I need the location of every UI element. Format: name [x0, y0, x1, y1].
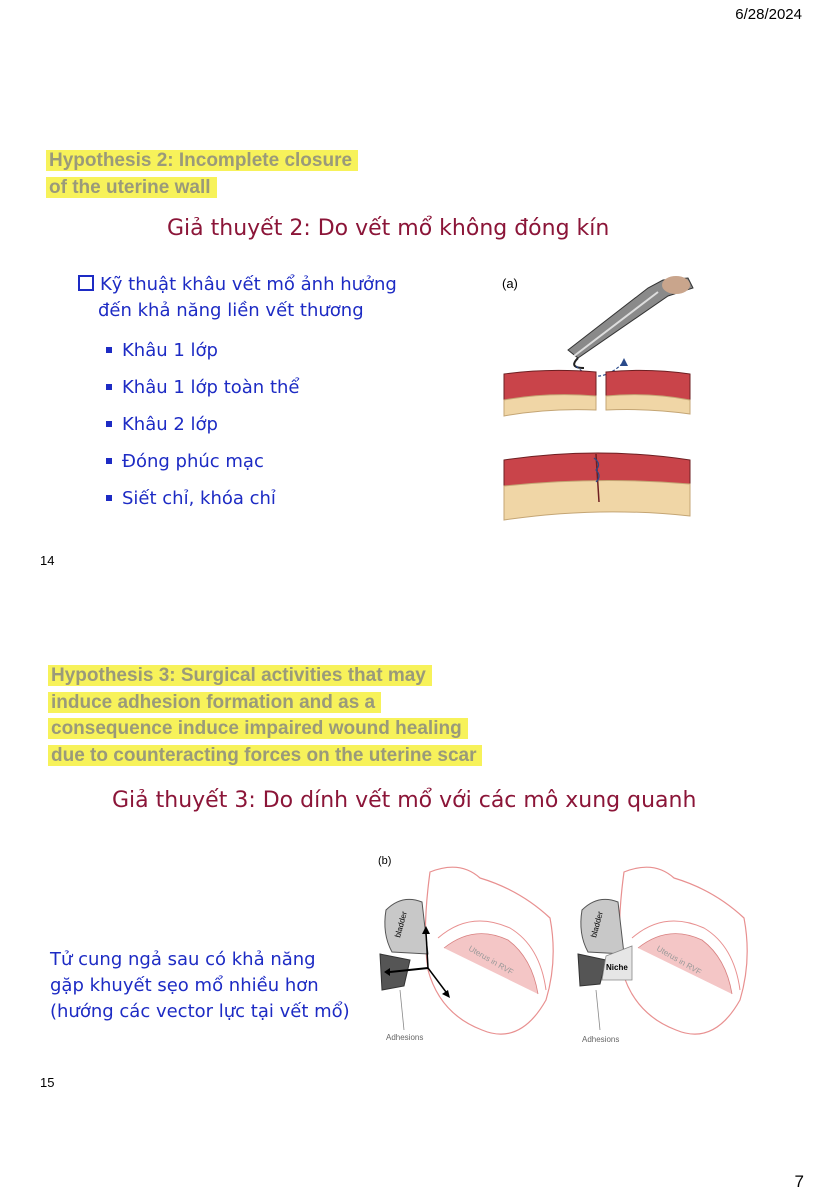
- hypothesis-line: induce adhesion formation and as a: [48, 692, 381, 713]
- list-item: Đóng phúc mạc: [106, 449, 299, 475]
- technique-list: [106, 338, 299, 523]
- closed-wound-tissue: [504, 453, 690, 520]
- uterus-diagram-right: [578, 867, 747, 1044]
- body-line: Tử cung ngả sau có khả năng: [50, 949, 316, 970]
- body-line: gặp khuyết sẹo mổ nhiều hơn: [50, 975, 319, 996]
- square-bullet-icon: [106, 384, 112, 390]
- main-bullet-text: Kỹ thuật khâu vết mổ ảnh hưởng: [100, 274, 397, 295]
- list-item: Khâu 2 lớp: [106, 412, 299, 438]
- hypothesis-line: of the uterine wall: [46, 177, 217, 198]
- page-number: 7: [794, 1172, 804, 1191]
- square-bullet-icon: [106, 347, 112, 353]
- hypothesis-line: due to counteracting forces on the uterine scar: [48, 745, 482, 766]
- list-item: Khâu 1 lớp: [106, 338, 299, 364]
- checkbox-bullet-icon: [78, 275, 94, 291]
- retroflexed-uterus-illustration: [370, 850, 760, 1050]
- figure-a-label: (a): [502, 276, 518, 291]
- slide-number: 14: [40, 553, 55, 568]
- square-bullet-icon: [106, 495, 112, 501]
- square-bullet-icon: [106, 421, 112, 427]
- uterus-label-right: Uterus in RVF: [655, 943, 703, 977]
- print-date: 6/28/2024: [735, 6, 802, 23]
- hypothesis-2-highlight: [46, 148, 358, 201]
- body-line: (hướng các vector lực tại vết mổ): [50, 1001, 350, 1022]
- adhesions-label-left: Adhesions: [386, 1033, 424, 1042]
- list-item: Khâu 1 lớp toàn thể: [106, 375, 299, 401]
- forceps-icon: [568, 276, 693, 358]
- hypothesis-line: consequence induce impaired wound healing: [48, 718, 468, 739]
- bladder-label-left: bladder: [393, 910, 409, 939]
- suture-illustration: [498, 270, 698, 525]
- adhesions-label-right: Adhesions: [582, 1035, 620, 1044]
- slide-number: 15: [40, 1075, 55, 1090]
- main-bullet-continuation: đến khả năng liền vết thương: [98, 300, 364, 321]
- square-bullet-icon: [106, 458, 112, 464]
- niche-label: Niche: [606, 963, 628, 972]
- hypothesis-line: Hypothesis 2: Incomplete closure: [46, 150, 358, 171]
- hypothesis-line: Hypothesis 3: Surgical activities that may: [48, 665, 432, 686]
- main-bullet: [78, 272, 448, 324]
- figure-b-label: (b): [378, 855, 392, 867]
- open-wound-tissue: [504, 370, 690, 416]
- uterus-diagram-left: [380, 867, 553, 1042]
- slide-14-title: Giả thuyết 2: Do vết mổ không đóng kín: [167, 216, 610, 241]
- slide-15-body: [50, 947, 350, 1025]
- uterus-label-left: Uterus in RVF: [467, 943, 515, 977]
- list-item: Siết chỉ, khóa chỉ: [106, 486, 299, 512]
- bladder-label-right: bladder: [589, 910, 605, 939]
- slide-15-title: Giả thuyết 3: Do dính vết mổ với các mô xung quanh: [112, 788, 697, 813]
- hypothesis-3-highlight: [48, 663, 482, 769]
